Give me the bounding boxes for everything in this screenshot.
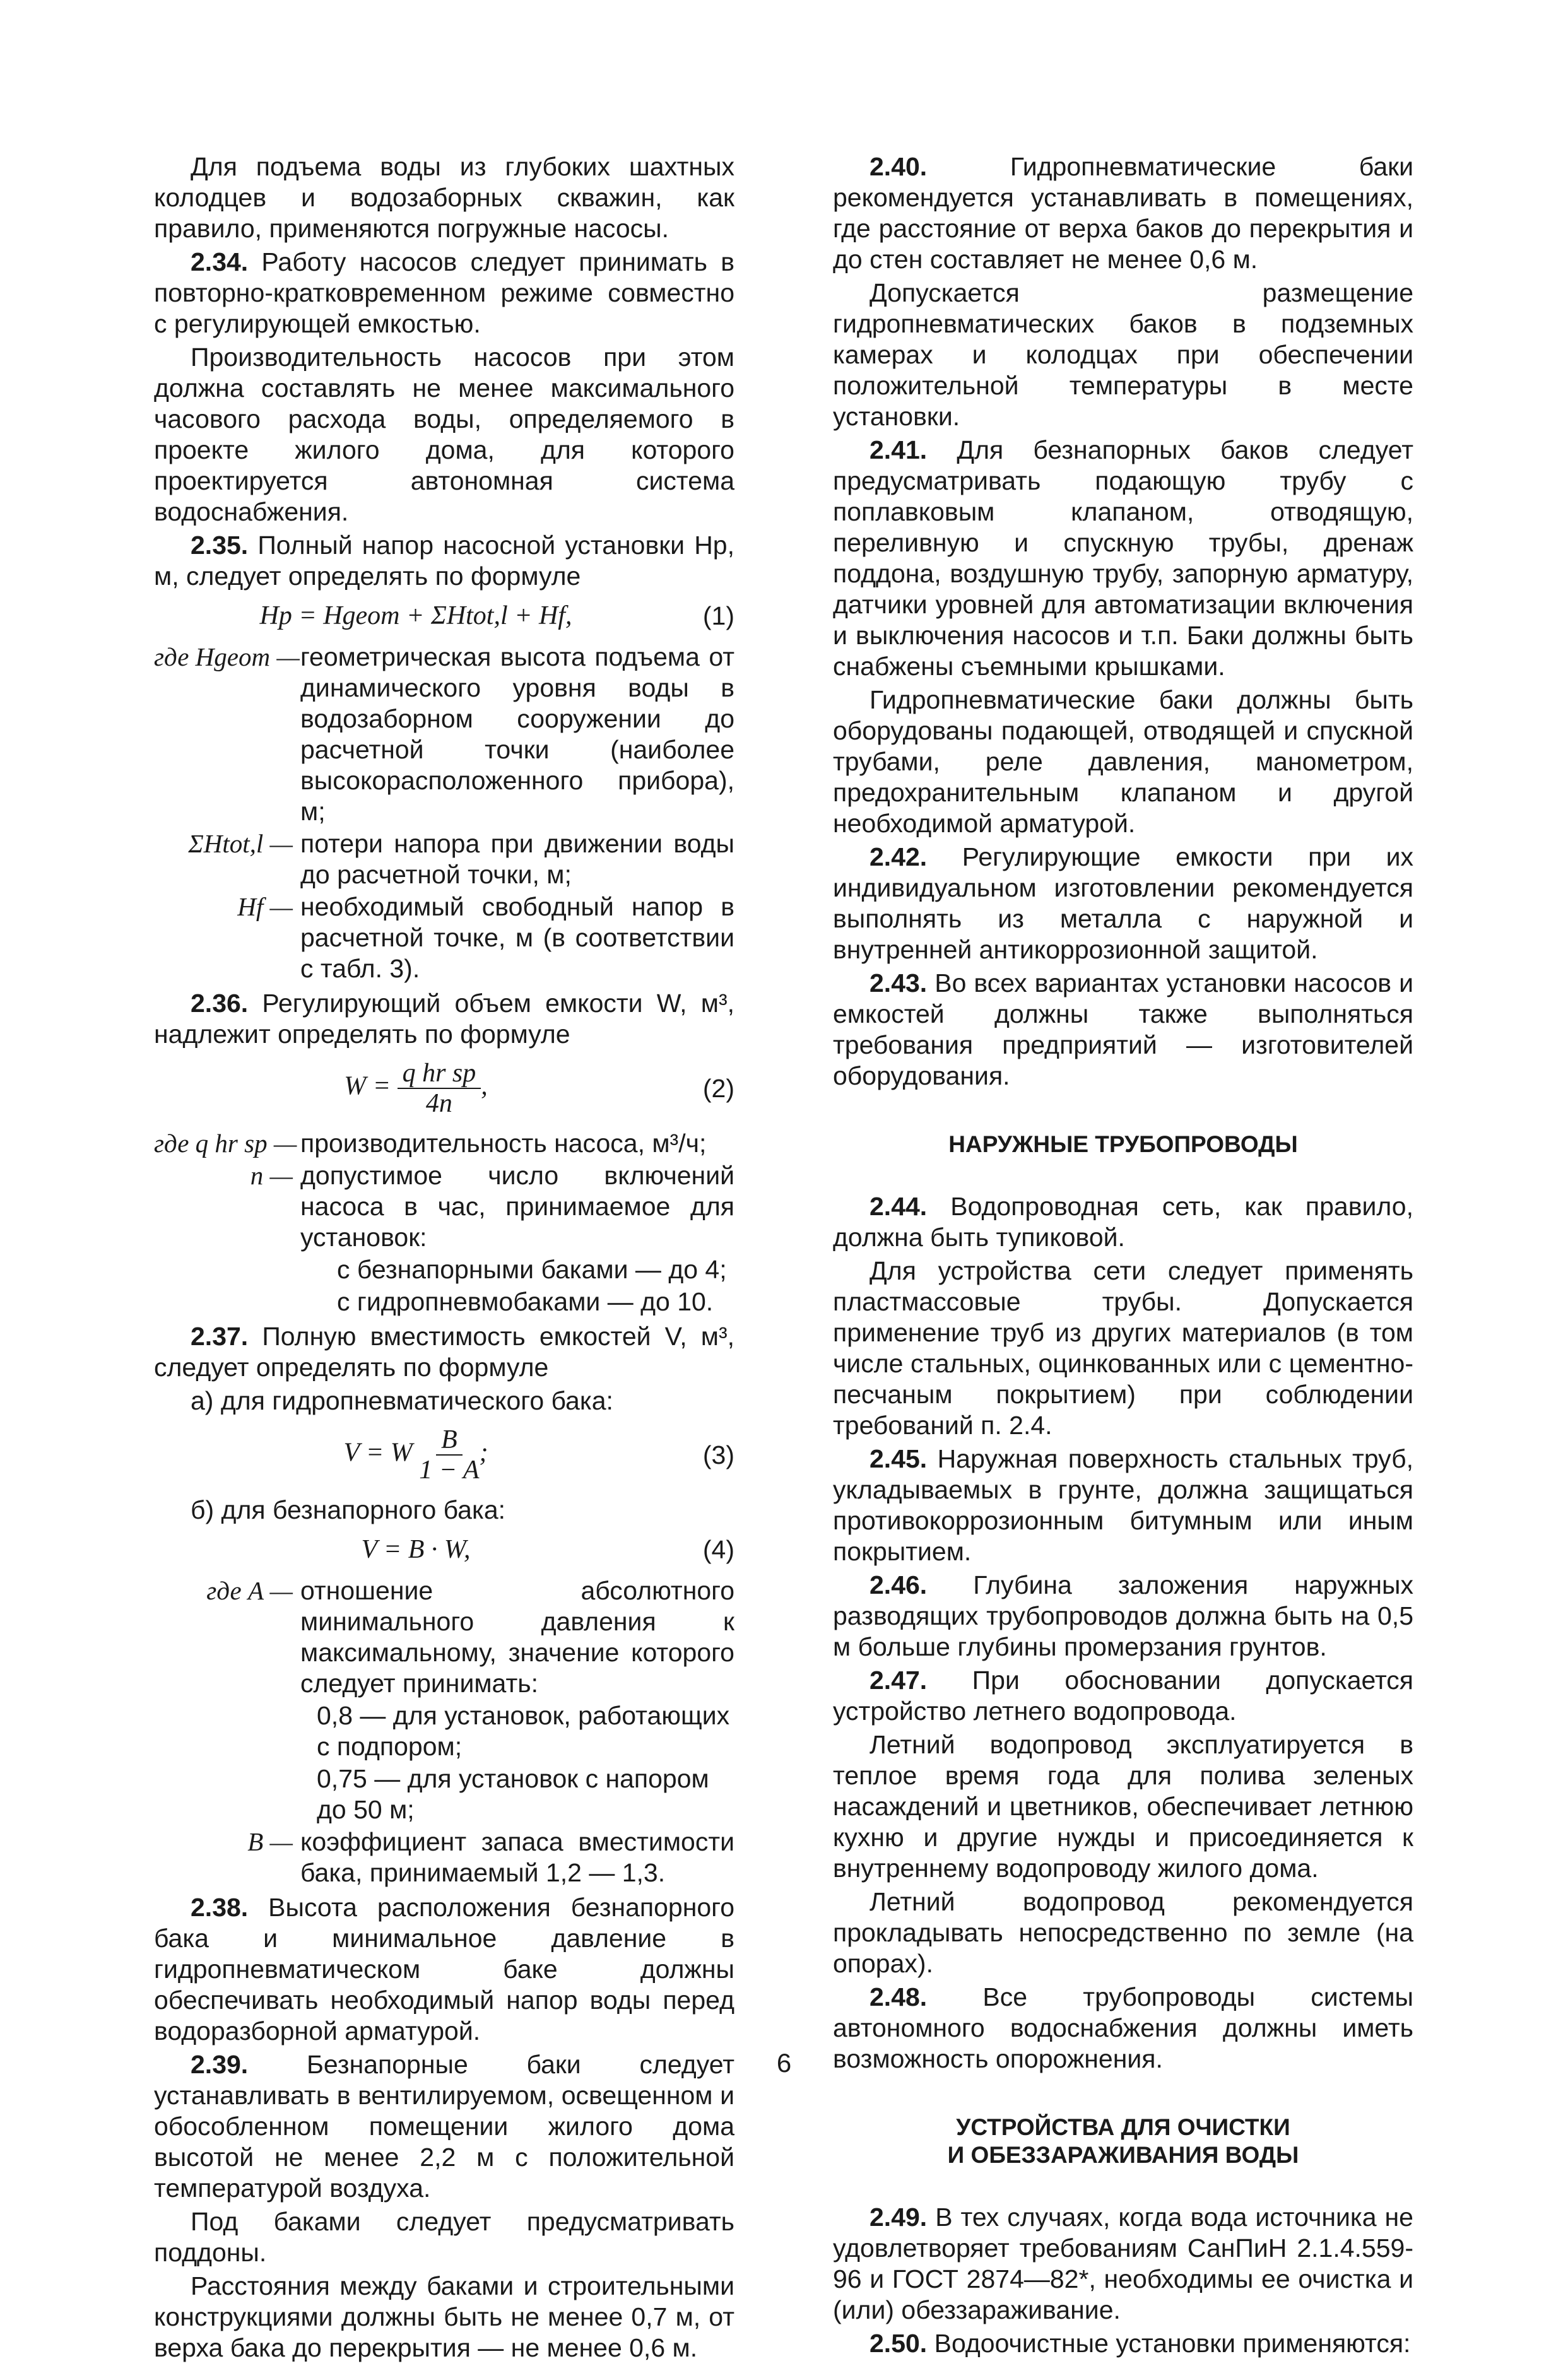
fraction bbox=[419, 1425, 479, 1485]
definition-term: Hf — bbox=[237, 892, 293, 921]
clause-number: 2.48. bbox=[869, 1982, 928, 2011]
formula-lhs: W = bbox=[344, 1071, 391, 1101]
clause-number: 2.43. bbox=[869, 968, 928, 998]
section-heading-outdoor-pipelines: НАРУЖНЫЕ ТРУБОПРОВОДЫ bbox=[948, 1131, 1298, 1157]
clause-2-42 bbox=[833, 842, 1413, 965]
definition-item bbox=[154, 1827, 734, 1888]
definition-text: геометрическая высота подъема от динамического уровня воды в водозаборном сооружении до расчетной точки (наиболее высокорасположенного прибора), м; bbox=[300, 642, 734, 826]
clause-number: 2.35. bbox=[191, 531, 249, 560]
paragraph: Допускается размещение гидропневматических баков в подземных камерах и колодцах при обеспечении положительной температуры в месте установки. bbox=[833, 278, 1413, 431]
clause-text: В тех случаях, когда вода источника не удовлетворяет требованиям СанПиН 2.1.4.559-96 и ГОСТ 2874—82*, необходимы ее очистка и (или) обеззараживание. bbox=[833, 2203, 1413, 2324]
definition-term: B — bbox=[247, 1827, 293, 1856]
definitions-3 bbox=[154, 1575, 734, 1888]
formula-expression: Hp = Hgeom + ΣHtot,l + Hf, bbox=[259, 601, 572, 630]
clause-2-43 bbox=[833, 968, 1413, 1092]
clause-text: Гидропневматические баки рекомендуется устанавливать в помещениях, где расстояние от верха баков до перекрытия и до стен составляет не менее 0,6 м. bbox=[833, 152, 1413, 274]
clause-text: Полную вместимость емкостей V, м³, следует определять по формуле bbox=[154, 1322, 734, 1382]
clause-number: 2.49. bbox=[869, 2203, 928, 2232]
definition-term: n — bbox=[250, 1161, 293, 1190]
paragraph: Летний водопровод рекомендуется прокладывать непосредственно по земле (на опорах). bbox=[833, 1887, 1413, 1978]
formula-number: (4) bbox=[702, 1535, 734, 1564]
clause-number: 2.41. bbox=[869, 435, 928, 464]
paragraph: Для устройства сети следует применять пластмассовые трубы. Допускается применение труб из других материалов (в том числе стальных, оцинкованных или с цементно-песчаным покрытием) при соблюдении требований п. 2.4. bbox=[833, 1256, 1413, 1440]
clause-number: 2.46. bbox=[869, 1570, 928, 1599]
paragraph: Гидропневматические баки должны быть оборудованы подающей, отводящей и спускной трубами, реле давления, манометром, предохранительным клапаном и другой необходимой арматурой. bbox=[833, 685, 1413, 838]
definition-item bbox=[154, 642, 734, 827]
formula-3 bbox=[154, 1425, 734, 1485]
clause-2-46 bbox=[833, 1570, 1413, 1663]
clause-text: Регулирующие емкости при их индивидуальном изготовлении рекомендуется выполнять из металла с наружной и внутренней антикоррозионной защитой. bbox=[833, 842, 1413, 964]
clause-number: 2.39. bbox=[191, 2050, 249, 2079]
paragraph: Производительность насосов при этом должна составлять не менее максимального часового расхода воды, определяемого в проекте жилого дома, для которого проектируется автономная система водоснабжения. bbox=[154, 343, 734, 526]
heading-line: УСТРОЙСТВА ДЛЯ ОЧИСТКИ bbox=[956, 2114, 1290, 2140]
clause-2-37 bbox=[154, 1321, 734, 1383]
right-column bbox=[833, 151, 1413, 2362]
formula-expression bbox=[154, 1059, 678, 1118]
clause-2-35 bbox=[154, 530, 734, 592]
clause-2-38 bbox=[154, 1892, 734, 2047]
clause-2-40 bbox=[833, 151, 1413, 275]
formula-expression bbox=[154, 1425, 678, 1485]
clause-2-45 bbox=[833, 1444, 1413, 1567]
definition-item bbox=[154, 1128, 734, 1159]
formula-1 bbox=[154, 601, 734, 632]
definition-text: отношение абсолютного минимального давления к максимальному, значение которого следует принимать: bbox=[300, 1576, 734, 1698]
formula-lhs: V = W bbox=[343, 1438, 413, 1468]
formula-number: (3) bbox=[702, 1440, 734, 1469]
definition-subitem: 0,75 — для установок с напором до 50 м; bbox=[317, 1764, 709, 1824]
clause-number: 2.47. bbox=[869, 1666, 928, 1695]
formula-4 bbox=[154, 1534, 734, 1565]
definition-term: где Hgeom — bbox=[154, 642, 300, 671]
page-number: 6 bbox=[776, 2048, 792, 2078]
definition-item bbox=[154, 892, 734, 984]
clause-text: Все трубопроводы системы автономного водоснабжения должны иметь возможность опорожнения. bbox=[833, 1982, 1413, 2073]
clause-text: Для безнапорных баков следует предусматривать подающую трубу с поплавковым клапаном, отводящую, переливную и спускную трубы, дренаж поддона, воздушную трубу, запорную арматуру, датчики уровней для автоматизации включения и выключения насосов и т.п. Баки должны быть снабжены съемными крышками. bbox=[833, 435, 1413, 681]
section-heading-water-treatment bbox=[833, 2114, 1413, 2169]
clause-text: Полный напор насосной установки Hp, м, следует определять по формуле bbox=[154, 531, 734, 591]
left-column bbox=[154, 151, 734, 2366]
heading-line: И ОБЕЗЗАРАЖИВАНИЯ ВОДЫ bbox=[947, 2142, 1299, 2168]
clause-text: Высота расположения безнапорного бака и минимальное давление в гидропневматическом баке должны обеспечивать необходимый напор воды перед водоразборной арматурой. bbox=[154, 1893, 734, 2045]
paragraph: Расстояния между баками и строительными конструкциями должны быть не менее 0,7 м, от верха бака до перекрытия — не менее 0,6 м. bbox=[154, 2271, 734, 2362]
definition-subitem: с безнапорными баками — до 4; bbox=[337, 1255, 727, 1284]
clause-number: 2.34. bbox=[191, 247, 249, 276]
clause-number: 2.40. bbox=[869, 152, 928, 181]
paragraph: б) для безнапорного бака: bbox=[191, 1495, 506, 1524]
definition-text: потери напора при движении воды до расчетной точки, м; bbox=[300, 829, 734, 889]
clause-2-34 bbox=[154, 247, 734, 339]
definition-text: допустимое число включений насоса в час, принимаемое для установок: bbox=[300, 1161, 734, 1252]
clause-number: 2.45. bbox=[869, 1444, 928, 1473]
formula-tail: ; bbox=[479, 1438, 488, 1468]
numerator: q hr sp bbox=[398, 1059, 481, 1089]
denominator: 4n bbox=[425, 1089, 452, 1118]
fraction bbox=[398, 1059, 481, 1118]
clause-2-36 bbox=[154, 988, 734, 1050]
clause-number: 2.42. bbox=[869, 842, 928, 871]
formula-tail: , bbox=[481, 1071, 488, 1101]
clause-text: Глубина заложения наружных разводящих трубопроводов должна быть на 0,5 м больше глубины промерзания грунтов. bbox=[833, 1570, 1413, 1661]
clause-text: Работу насосов следует принимать в повторно-кратковременном режиме совместно с регулирующей емкостью. bbox=[154, 247, 734, 338]
formula-number: (2) bbox=[702, 1073, 734, 1103]
definition-item bbox=[154, 1575, 734, 1699]
definition-item bbox=[154, 1160, 734, 1253]
clause-2-44 bbox=[833, 1191, 1413, 1253]
clause-number: 2.44. bbox=[869, 1192, 928, 1221]
clause-text: Безнапорные баки следует устанавливать в вентилируемом, освещенном и обособленном помещении жилого дома высотой не менее 2,2 м с положительной температурой воздуха. bbox=[154, 2050, 734, 2203]
formula-expression: V = B · W, bbox=[361, 1535, 471, 1564]
definition-subitem: с гидропневмобаками — до 10. bbox=[337, 1287, 714, 1316]
definition-subitem: 0,8 — для установок, работающих с подпором; bbox=[317, 1701, 730, 1761]
definitions-1 bbox=[154, 642, 734, 984]
clause-number: 2.50. bbox=[869, 2329, 928, 2358]
formula-2 bbox=[154, 1059, 734, 1118]
formula-number: (1) bbox=[702, 601, 734, 630]
paragraph: Под баками следует предусматривать поддоны. bbox=[154, 2207, 734, 2267]
numerator: B bbox=[436, 1425, 463, 1456]
definitions-2 bbox=[154, 1128, 734, 1317]
clause-2-41 bbox=[833, 435, 1413, 682]
clause-2-50 bbox=[833, 2328, 1413, 2359]
paragraph: Для подъема воды из глубоких шахтных колодцев и водозаборных скважин, как правило, применяются погружные насосы. bbox=[154, 152, 734, 243]
clause-number: 2.38. bbox=[191, 1893, 249, 1922]
definition-text: необходимый свободный напор в расчетной точке, м (в соответствии с табл. 3). bbox=[300, 892, 734, 983]
clause-text: Наружная поверхность стальных труб, укладываемых в грунте, должна защищаться противокоррозионным битумным или иным покрытием. bbox=[833, 1444, 1413, 1566]
clause-text: Во всех вариантах установки насосов и емкостей должны также выполняться требования предприятий — изготовителей оборудования. bbox=[833, 968, 1413, 1090]
clause-number: 2.37. bbox=[191, 1322, 249, 1351]
clause-text: Регулирующий объем емкости W, м³, надлежит определять по формуле bbox=[154, 989, 734, 1049]
definition-text: производительность насоса, м³/ч; bbox=[300, 1129, 707, 1158]
denominator: 1 − A bbox=[419, 1456, 480, 1485]
definition-term: где q hr sp — bbox=[154, 1129, 297, 1158]
paragraph: а) для гидропневматического бака: bbox=[191, 1386, 613, 1415]
definition-term: где A — bbox=[206, 1576, 293, 1605]
paragraph: Летний водопровод эксплуатируется в теплое время года для полива зеленых насаждений и цветников, обеспечивает летнюю кухню и другие нужды и присоединяется к внутреннему водопроводу жилого дома. bbox=[833, 1730, 1413, 1883]
clause-text: Водопроводная сеть, как правило, должна быть тупиковой. bbox=[833, 1192, 1413, 1252]
definition-text: коэффициент запаса вместимости бака, принимаемый 1,2 — 1,3. bbox=[300, 1827, 734, 1887]
definition-term: ΣHtot,l — bbox=[188, 829, 293, 858]
clause-number: 2.36. bbox=[191, 989, 249, 1018]
clause-text: При обосновании допускается устройство летнего водопровода. bbox=[833, 1666, 1413, 1726]
clause-2-49 bbox=[833, 2202, 1413, 2326]
definition-item bbox=[154, 828, 734, 890]
clause-text: Водоочистные установки применяются: bbox=[927, 2329, 1411, 2358]
clause-2-47 bbox=[833, 1665, 1413, 1727]
